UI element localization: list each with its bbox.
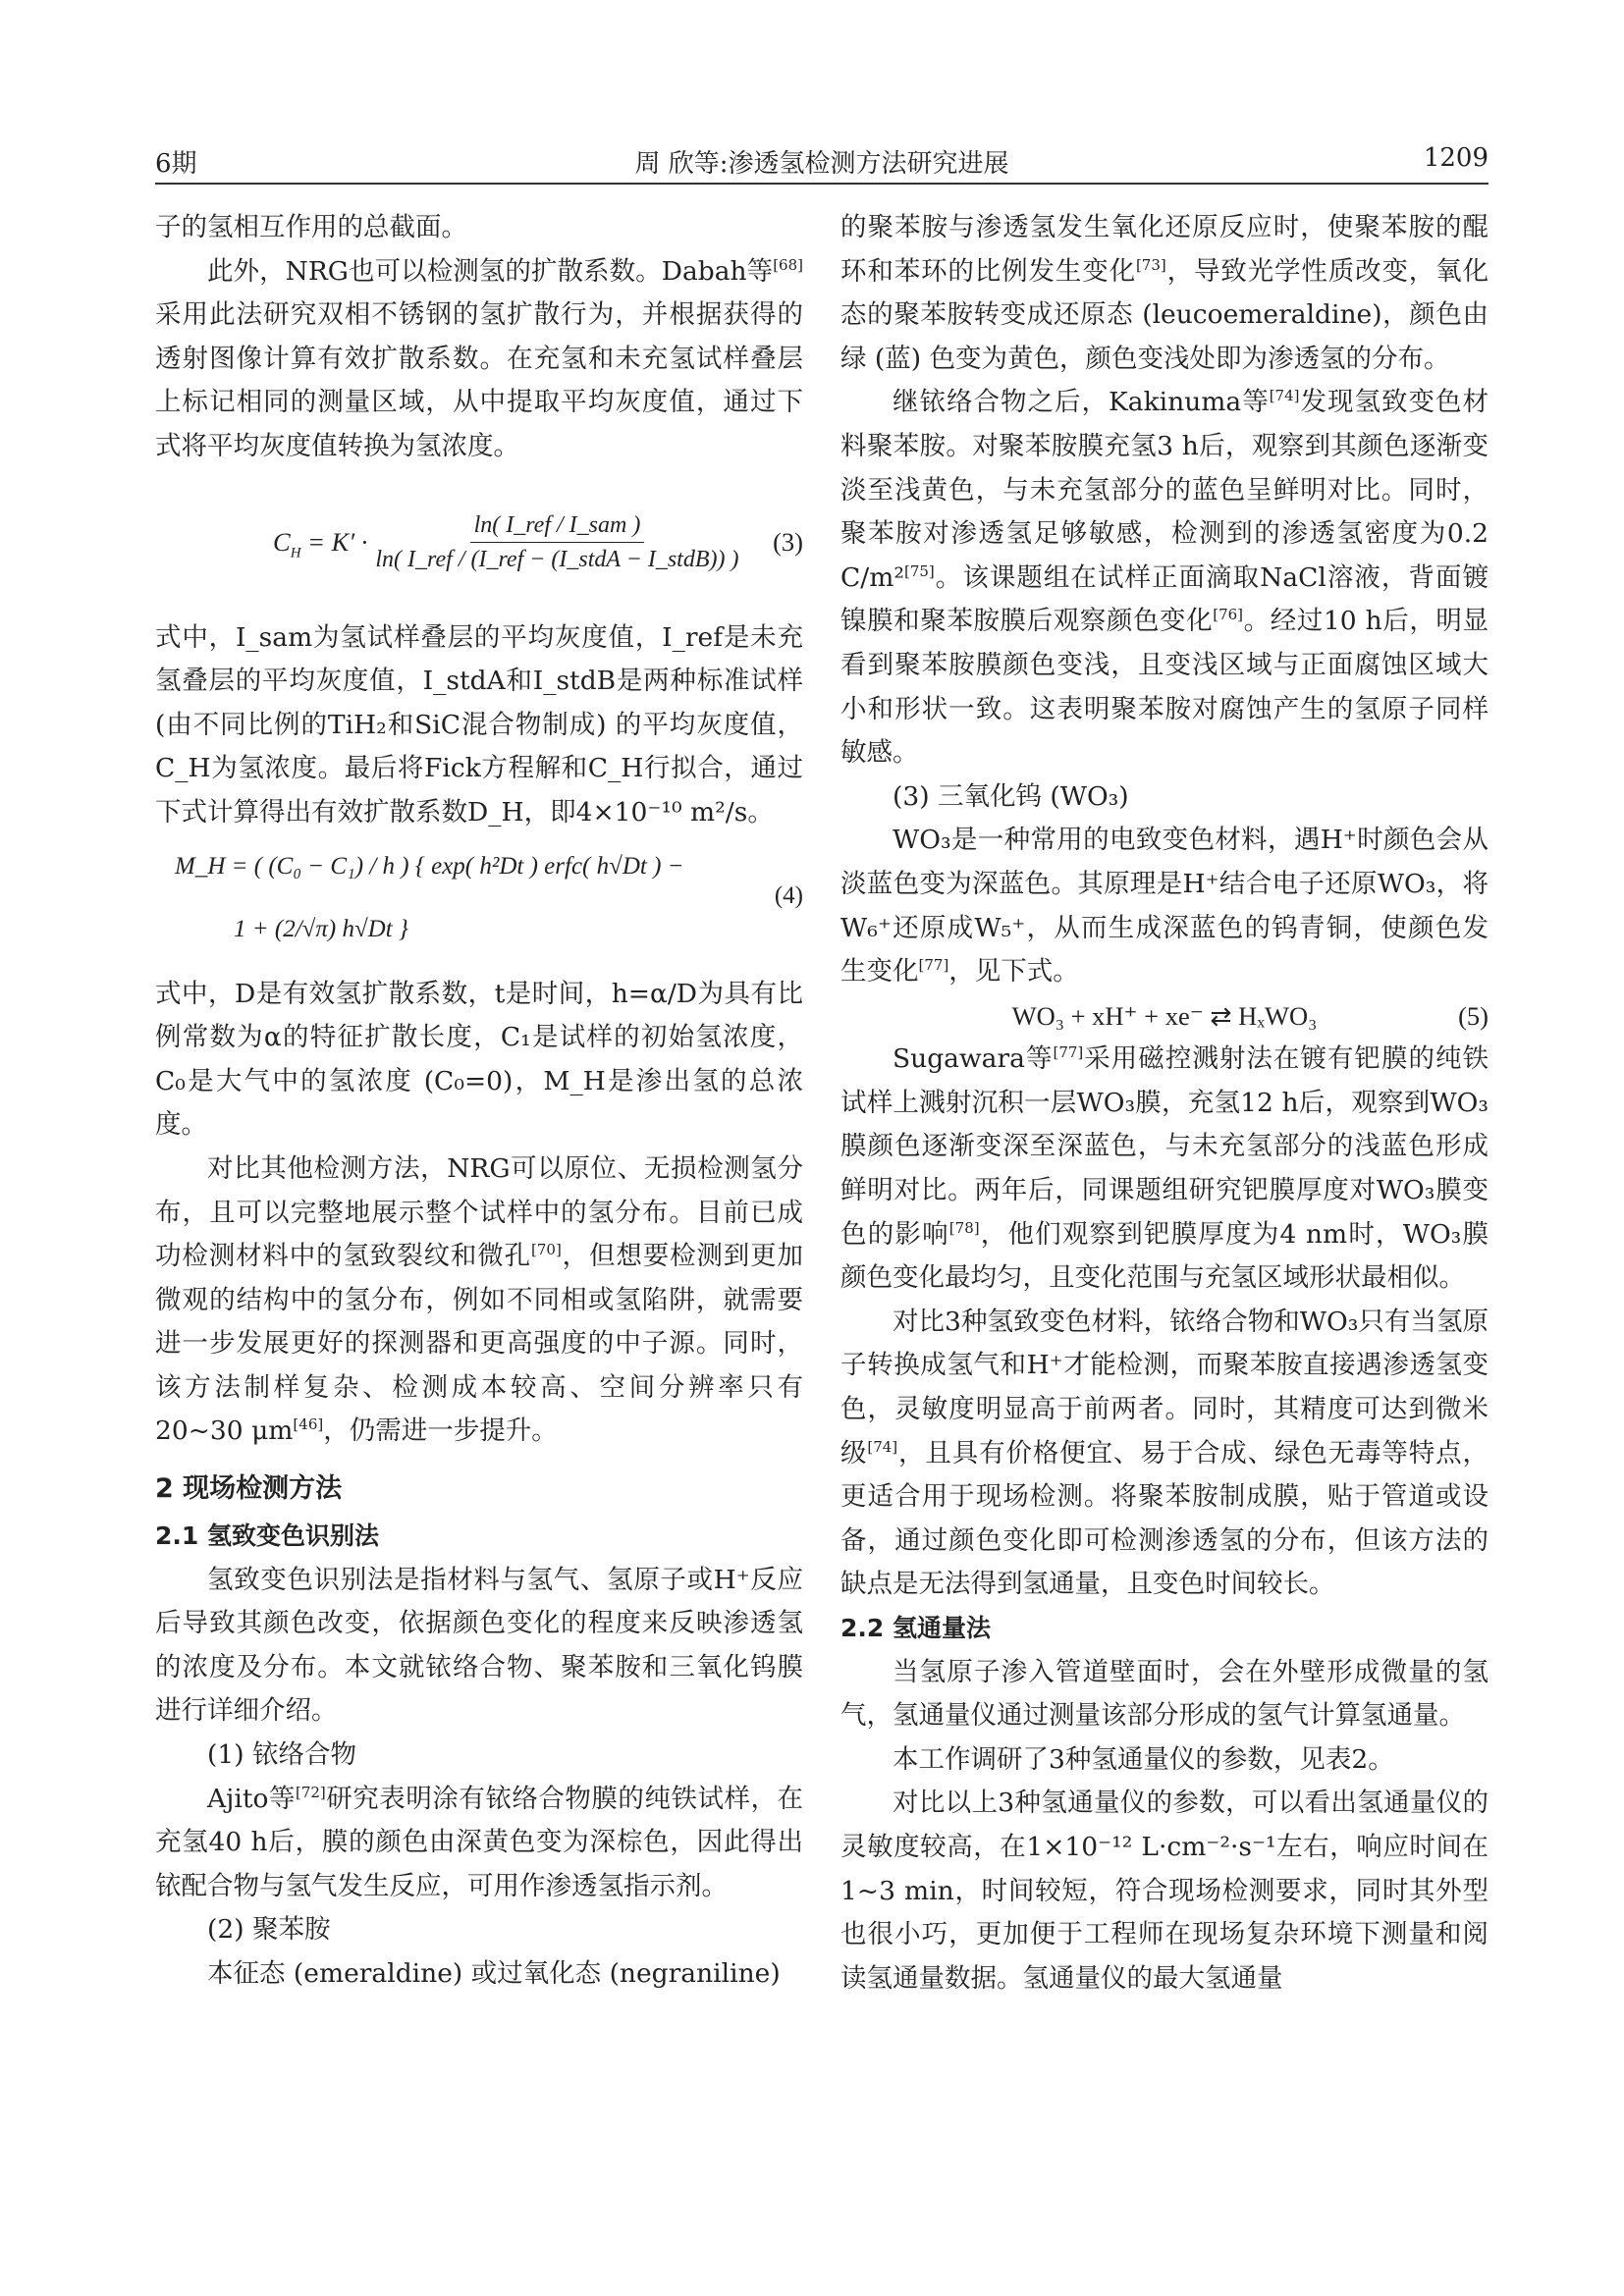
citation: [77] — [1053, 1043, 1084, 1062]
paragraph: 对比以上3种氢通量仪的参数，可以看出氢通量仪的灵敏度较高，在1×10⁻¹² L·cm⁻²·s⁻¹左右，响应时间在1~3 min，时间较短，符合现场检测要求，同时其外型也很小巧，更加便于工程师在现场复杂环境下测量和阅读氢通量数据。氢通量仪的最大氢通量 — [840, 1788, 1489, 1994]
paragraph: 的聚苯胺与渗透氢发生氧化还原反应时，使聚苯胺的醌环和苯环的比例发生变化[73]，导致光学性质改变，氧化态的聚苯胺转变成还原态 (leucoemeraldine)，颜色由绿 (蓝) 色变为黄色，颜色变浅处即为渗透氢的分布。 — [840, 212, 1489, 374]
list-item-heading: (1) 铱络合物 — [207, 1739, 356, 1771]
citation: [74] — [867, 1437, 898, 1456]
section-heading: 2 现场检测方法 — [155, 1473, 343, 1505]
list-item-heading: (3) 三氧化钨 (WO₃) — [893, 780, 1129, 812]
paragraph: 式中，D是有效氢扩散系数，t是时间，h=α/D为具有比例常数为α的特征扩散长度，C₁是试样的初始氢浓度，C₀是大气中的氢浓度 (C₀=0)，M_H是渗出氢的总浓度。 — [155, 978, 803, 1141]
running-header — [155, 137, 1489, 185]
paragraph: 子的氢相互作用的总截面。 — [155, 212, 467, 242]
issue-number: 6期 — [155, 149, 197, 179]
paragraph: 式中，I_sam为氢试样叠层的平均灰度值，I_ref是未充氢叠层的平均灰度值，I_stdA和I_stdB是两种标准试样 (由不同比例的TiH₂和SiC混合物制成) 的平均灰度值，C_H为氢浓度。最后将Fick方程解和C_H行拟合，通过下式计算得出有效扩散系数D_H，即4×10⁻¹⁰ m²/s。 — [155, 621, 803, 828]
subsection-heading: 2.1 氢致变色识别法 — [155, 1522, 379, 1551]
citation: [76] — [1213, 606, 1244, 624]
citation: [68] — [773, 255, 803, 274]
citation: [77] — [918, 956, 949, 975]
paragraph: 对比其他检测方法，NRG可以原位、无损检测氢分布，且可以完整地展示整个试样中的氢分布。目前已成功检测材料中的氢致裂纹和微孔[70]，但想要检测到更加微观的结构中的氢分布，例如不同相或氢陷阱，就需要进一步发展更好的探测器和更高强度的中子源。同时，该方法制样复杂、检测成本较高、空间分辨率只有20~30 μm[46]，仍需进一步提升。 — [155, 1152, 804, 1447]
paragraph: 对比3种氢致变色材料，铱络合物和WO₃只有当氢原子转换成氢气和H⁺才能检测，而聚苯胺直接遇渗透氢变色，灵敏度明显高于前两者。同时，其精度可达到微米级[74]，且具有价格便宜、易于合成、绿色无毒等特点，更适合用于现场检测。将聚苯胺制成膜，贴于管道或设备，通过颜色变化即可检测渗透氢的分布，但该方法的缺点是无法得到氢通量，且变色时间较长。 — [840, 1306, 1489, 1600]
citation: [78] — [948, 1218, 980, 1237]
citation: [72] — [295, 1783, 326, 1801]
equation-number: (4) — [774, 881, 803, 909]
citation: [70] — [531, 1241, 562, 1259]
equation-number: (3) — [773, 527, 803, 558]
citation: [73] — [1135, 255, 1166, 274]
paragraph: 继铱络合物之后，Kakinuma等[74]发现氢致变色材料聚苯胺。对聚苯胺膜充氢3 h后，观察到其颜色逐渐变淡至浅黄色，与未充氢部分的蓝色呈鲜明对比。同时，聚苯胺对渗透氢足够敏感，检测到的渗透氢密度为0.2 C/m²[75]。该课题组在试样正面滴取NaCl溶液，背面镀镍膜和聚苯胺膜后观察颜色变化[76]。经过10 h后，明显看到聚苯胺膜颜色变浅，且变浅区域与正面腐蚀区域大小和形状一致。这表明聚苯胺对腐蚀产生的氢原子同样敏感。 — [840, 387, 1489, 769]
page-number: 1209 — [1423, 143, 1489, 173]
equation-4: M_H = ( (C₀ − C₁) / h ) { exp( h²Dt ) erfc( h√Dt ) − 1 + (2/√π) h√Dt } (4) — [175, 852, 803, 942]
citation: [74] — [1269, 387, 1300, 405]
citation: [46] — [293, 1415, 324, 1434]
subsection-heading: 2.2 氢通量法 — [840, 1614, 991, 1642]
paragraph: 本征态 (emeraldine) 或过氧化态 (negraniline) — [207, 1958, 781, 1989]
equation-5: WO₃ + xH⁺ + xe⁻ ⇄ HₓWO₃ (5) — [840, 994, 1489, 1039]
paragraph: Ajito等[72]研究表明涂有铱络合物膜的纯铁试样，在充氢40 h后，膜的颜色由深黄色变为深棕色，因此得出铱配合物与氢气发生反应，可用作渗透氢指示剂。 — [155, 1783, 804, 1901]
running-title: 周 欣等:渗透氢检测方法研究进展 — [634, 149, 1009, 179]
paragraph: 此外，NRG也可以检测氢的扩散系数。Dabah等[68]采用此法研究双相不锈钢的氢扩散行为，并根据获得的透射图像计算有效扩散系数。在充氢和未充氢试样叠层上标记相同的测量区域，从中提取平均灰度值，通过下式将平均灰度值转换为氢浓度。 — [155, 255, 803, 461]
paragraph: 氢致变色识别法是指材料与氢气、氢原子或H⁺反应后导致其颜色改变，依据颜色变化的程度来反映渗透氢的浓度及分布。本文就铱络合物、聚苯胺和三氧化钨膜进行详细介绍。 — [155, 1564, 803, 1727]
paragraph: WO₃是一种常用的电致变色材料，遇H⁺时颜色会从淡蓝色变为深蓝色。其原理是H⁺结合电子还原WO₃，将W₆⁺还原成W₅⁺，从而生成深蓝色的钨青铜，使颜色发生变化[77]，见下式。 — [840, 825, 1489, 988]
equation-3: $C_H = K'$ · $\frac{\text{ln( I\_ref / I\_sam )}}{\text{ln( I\_ref / (I\_ref − (I\_stdA − I\_stdB)) )}}$ (3) — [155, 469, 803, 616]
paragraph: 当氢原子渗入管道壁面时，会在外壁形成微量的氢气，氢通量仪通过测量该部分形成的氢气计算氢通量。 — [840, 1656, 1489, 1732]
citation: [75] — [903, 561, 935, 580]
paragraph: 本工作调研了3种氢通量仪的参数，见表2。 — [893, 1743, 1394, 1775]
paragraph: Sugawara等[77]采用磁控溅射法在镀有钯膜的纯铁试样上溅射沉积一层WO₃膜，充氢12 h后，观察到WO₃膜颜色逐渐变深至深蓝色，与未充氢部分的浅蓝色形成鲜明对比。两年后，同课题组研究钯膜厚度对WO₃膜变色的影响[78]，他们观察到钯膜厚度为4 nm时，WO₃膜颜色变化最均匀，且变化范围与充氢区域形状最相似。 — [840, 1043, 1489, 1294]
list-item-heading: (2) 聚苯胺 — [207, 1914, 331, 1946]
left-column — [155, 206, 803, 1997]
equation-number: (5) — [1458, 1000, 1489, 1031]
right-column — [840, 206, 1489, 2001]
